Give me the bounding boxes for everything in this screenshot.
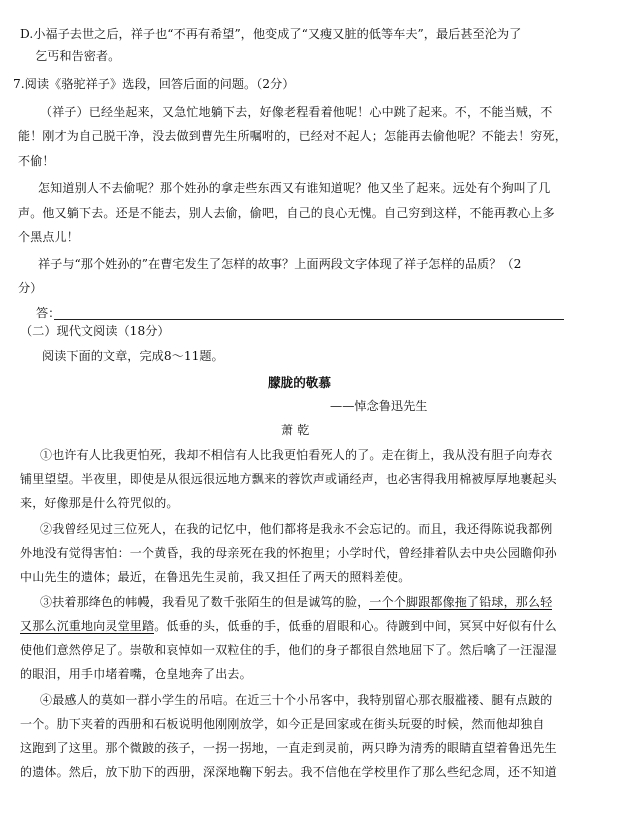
q6-option-d-line1: D.小福子去世之后，祥子也“不再有希望”，他变成了“又瘦又脏的低等车夫”，最后甚至沦为了 (20, 27, 522, 41)
q7-question-line1: 祥子与“那个姓孙的”在曹宅发生了怎样的故事？上面两段文字体现了祥子怎样的品质？（2 (38, 257, 522, 271)
q7-excerpt-p1-line3: 不偷！ (18, 154, 55, 168)
q6-option-d-line2: 乞丐和告密者。 (35, 49, 121, 63)
para1-line1: ①也许有人比我更怕死，我却不相信有人比我更怕看死人的了。走在街上，我从没有胆子向寿衣 (40, 448, 553, 462)
para2-line1: ②我曾经见过三位死人，在我的记忆中，他们都将是我永不会忘记的。而且，我还得陈说我都例 (40, 522, 553, 536)
section2-heading: （二）现代文阅读（18分） (20, 324, 170, 338)
q7-excerpt-p2-line1: 怎知道别人不去偷呢？那个姓孙的拿走些东西又有谁知道呢？他又坐了起来。远处有个狗叫了几 (38, 181, 551, 195)
para4-line4: 的遗体。然后，放下肋下的西册，深深地鞠下躬去。我不信他在学校里作了那么些纪念周，还不知道 (20, 765, 557, 779)
para1-line2: 铺里望望。半夜里，即使是从很远很远地方飘来的蓉饮声或诵经声，也必害得我用棉被厚厚地裹起头 (20, 472, 557, 486)
q7-heading: 7.阅读《骆驼祥子》选段，回答后面的问题。（2分） (13, 77, 295, 91)
answer-blank-line[interactable] (54, 319, 564, 320)
para3-line1-text: ③扶着那绛色的帏幔，我看见了数千张陌生的但是诚笃的脸， (40, 595, 370, 609)
article-subtitle: ——悼念鲁迅先生 (330, 399, 428, 413)
para3-line2-text: 。低垂的头，低垂的手，低垂的眉眼和心。待踱到中间，冥冥中好似有什么 (154, 619, 557, 633)
para3-underlined-sentence-part2: 又那么沉重地向灵堂里踏 (20, 619, 155, 633)
q7-excerpt-p1-line2: 能！刚才为自己脱干净，没去做到曹先生所嘱咐的，已经对不起人；怎能再去偷他呢？不能去！穷死， (18, 129, 568, 143)
para4-line2: 一个。肋下夹着的西册和石板说明他刚刚放学，如今正是回家或在街头玩耍的时候，然而他却独自 (20, 717, 545, 731)
q7-excerpt-p2-line3: 个黑点儿！ (18, 230, 80, 244)
q7-excerpt-p1-line1: （祥子）已经坐起来，又急忙地躺下去，好像老程看着他呢！心中跳了起来。不，不能当贼，不 (40, 105, 553, 119)
q7-excerpt-p2-line2: 声。他又躺下去。还是不能去，别人去偷，偷吧，自己的良心无愧。自己穷到这样，不能再教心上多 (18, 206, 555, 220)
para3-line2 (20, 618, 557, 634)
para4-line1: ④最感人的莫如一群小学生的吊唁。在近三十个小吊客中，我特别留心那衣服褴褛、腿有点跛的 (40, 693, 553, 707)
para3-line4: 的眼泪，用手巾堵着嘴，仓皇地奔了出去。 (20, 667, 252, 681)
para3-line1 (40, 594, 552, 610)
para3-line3: 使他们意然停足了。崇敬和哀悼如一双粒住的手，他们的身子都很自然地屈下了。然后噙了一汪湿湿 (20, 643, 557, 657)
para2-line2: 外地没有觉得害怕：一个黄昏，我的母亲死在我的怀抱里；小学时代，曾经排着队去中央公园瞻仰孙 (20, 546, 557, 560)
section2-instruction: 阅读下面的文章，完成8～11题。 (42, 349, 224, 363)
para3-underlined-sentence-part1: 一个个脚跟都像拖了铅球，那么轻 (369, 595, 553, 609)
q7-question-line2: 分） (18, 281, 43, 295)
para1-line3: 来，好像那是什么符咒似的。 (20, 496, 179, 510)
para2-line3: 中山先生的遗体；最近，在鲁迅先生灵前，我又担任了两天的照料差使。 (20, 570, 411, 584)
article-title: 朦胧的敬慕 (268, 375, 331, 390)
article-author: 萧 乾 (281, 423, 310, 437)
answer-label: 答： (36, 306, 61, 320)
para4-line3: 这跑到了这里。那个微跛的孩子，一拐一拐地，一直走到灵前，两只睁为清秀的眼睛直望着鲁迅先生 (20, 741, 557, 755)
